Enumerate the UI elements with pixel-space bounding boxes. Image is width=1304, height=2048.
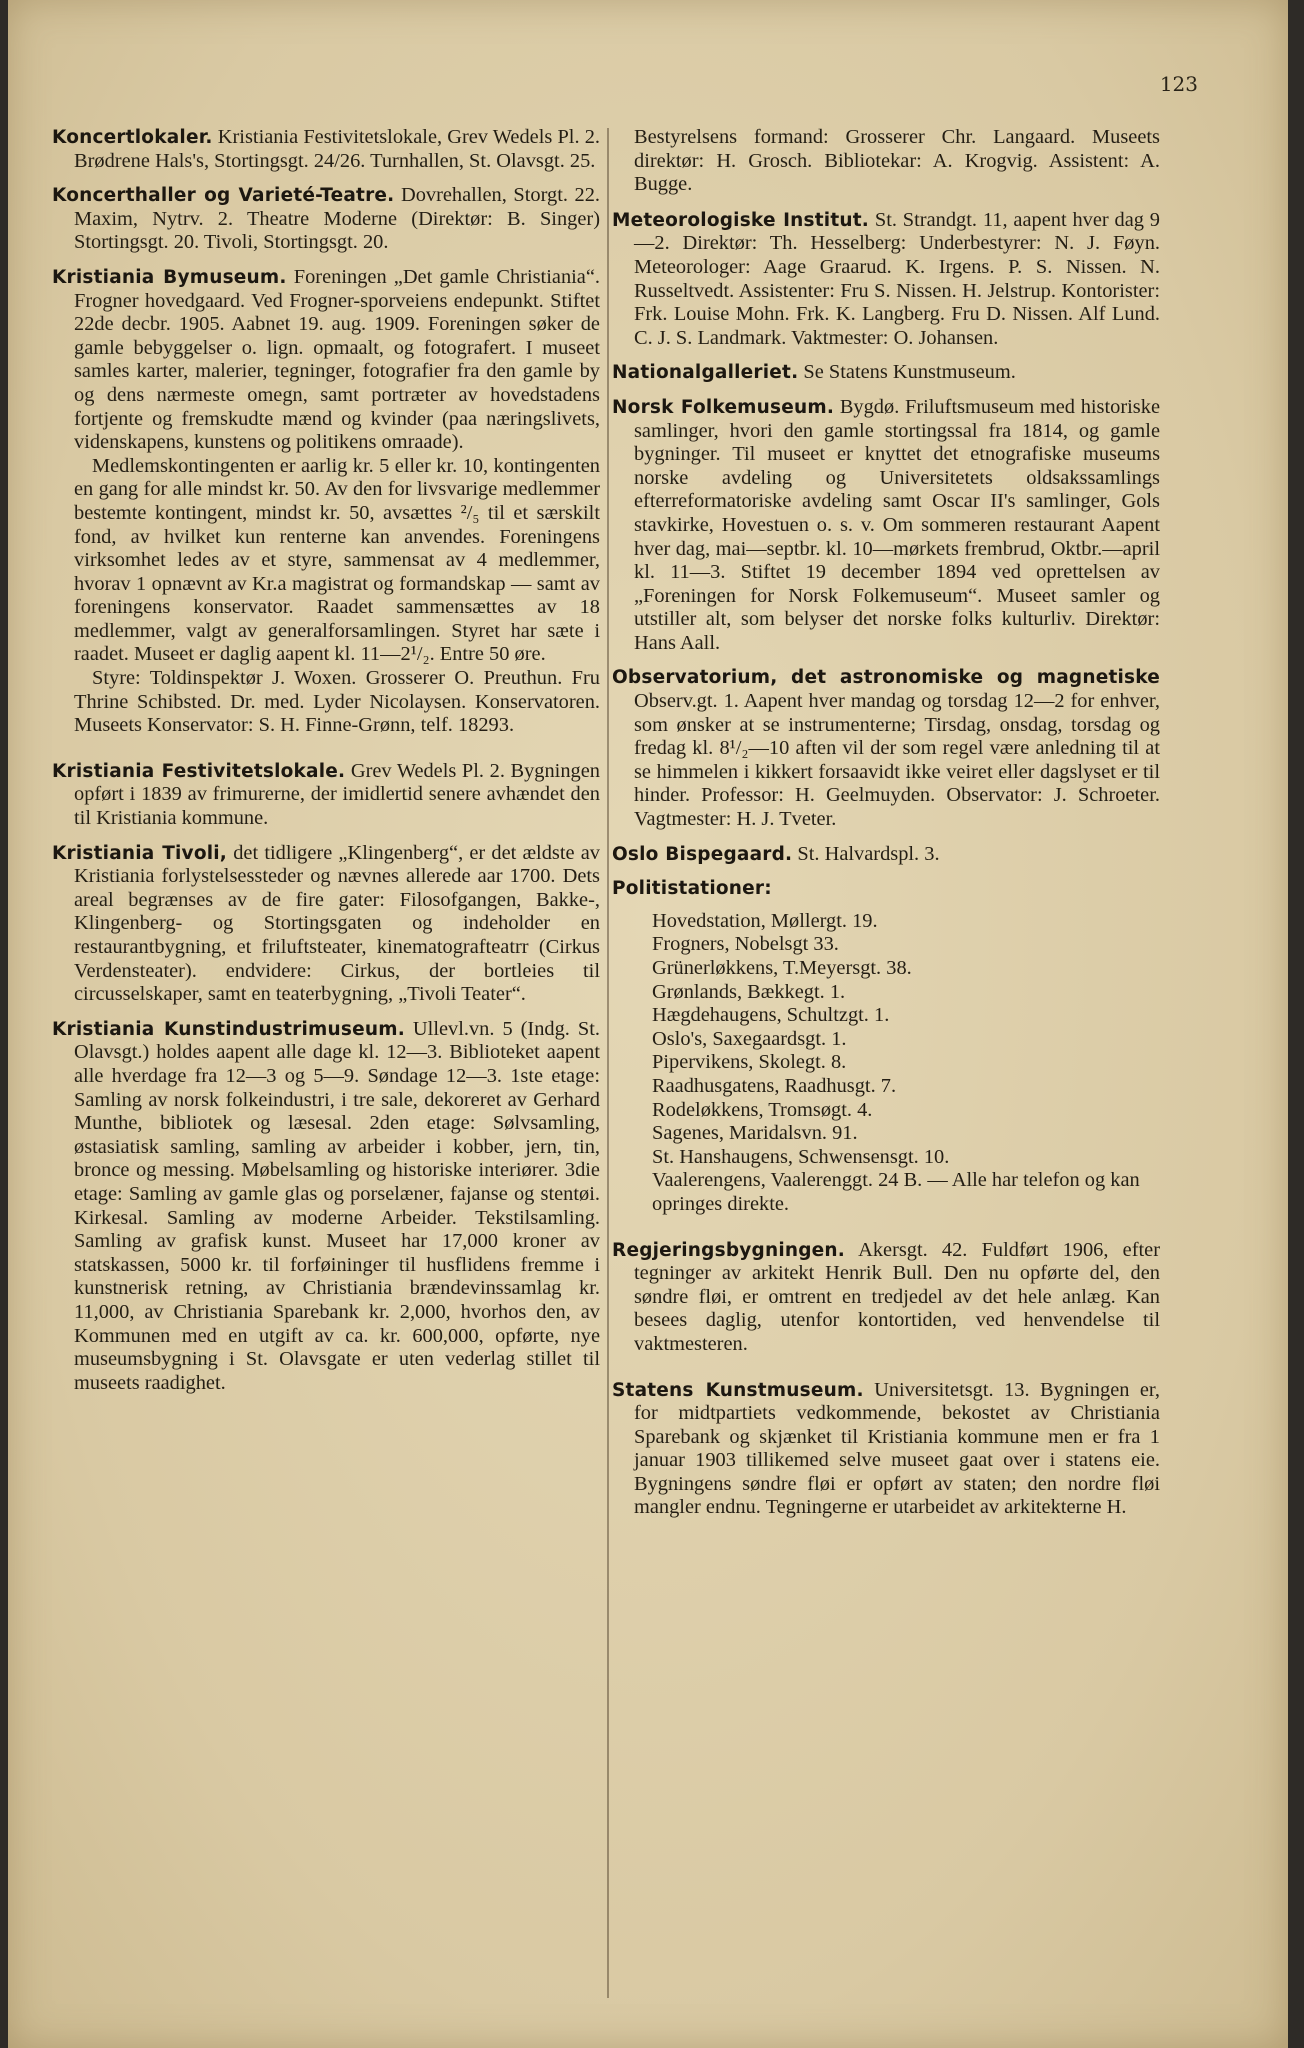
entry-text: det tidligere „Klingenberg“, er det ældste av Kristiania forlystelsessteder og nævnes allerede aar 1700. Dets areal begrænses av de fire gater: Filosofgangen, Bakke-, Klingenberg- og Stortingsgaten og indeholder en restaurantbygning, et friluftsteater, kinematografteatrr (Cirkus Verdensteater). endvidere: Cirkus, der bortleies til circusselskaper, samt en teaterbygning, „Tivoli Teater“. [74,841,600,1006]
entry-paragraph: Styre: Toldinspektør J. Woxen. Grosserer O. Preuthun. Fru Thrine Schibsted. Dr. med. Lyder Nicolaysen. Konservatoren. Museets Konservator: S. H. Finne-Grønn, telf. 18293. [74,667,600,737]
book-page [8,0,1288,2048]
entry-heading: Meteorologiske Institut. [612,209,870,231]
entry-heading: Kristiania Kunstindustrimuseum. [52,1018,405,1040]
police-station: Vaalerengens, Vaalerenggt. 24 B. — Alle har telefon og kan opringes direkte. [652,1169,1140,1215]
entry-heading: Kristiania Festivitetslokale. [52,760,346,782]
entry-text: Grev Wedels Pl. 2. Bygningen opført i 1839 av frimurerne, der imidlertid senere avhændet den til Kristiania kommune. [74,759,600,830]
entry-koncertlokaler [52,126,600,173]
police-station: Grünerløkkens, T.Meyersgt. 38. [652,957,912,979]
police-station: Frogners, Nobelsgt 33. [652,933,839,956]
entry-heading: Kristiania Tivoli, [52,842,228,864]
entry-oslo-bispegaard [612,843,1160,867]
right-column [612,126,1160,1531]
police-station: Sagenes, Maridalsvn. 91. [652,1122,858,1145]
entry-heading: Nationalgalleriet. [612,362,799,384]
police-station: Hovedstation, Møllergt. 19. [652,909,878,932]
police-station: Oslo's, Saxegaardsgt. 1. [652,1027,847,1050]
entry-nationalgalleriet [612,361,1160,385]
entry-norsk-folkemuseum [612,396,1160,656]
entry-meteorologiske-institut [612,209,1160,351]
entry-koncerthaller [52,184,600,255]
entry-heading: Regjeringsbygningen. [612,1239,846,1261]
entry-text: Kristiania Festivitetslokale, Grev Wedels Pl. 2. Brødrene Hals's, Stortingsgt. 24/26. Turnhallen, St. Olavsgt. 25. [74,126,600,172]
entry-text: Se Statens Kunstmuseum. [803,361,1016,384]
page-number: 123 [1159,72,1198,96]
entry-text: St. Halvardspl. 3. [797,842,940,865]
entry-observatorium [612,666,1160,831]
entry-text: Observ.gt. 1. Aapent hver mandag og torsdag 12—2 for enhver, som ønsker at se instrumenterne; Tirsdag, onsdag, torsdag og fredag kl. 8¹/₂—10 aften vil der som regel være anledning til at se himmelen i kikkert forsaavidt ikke veiret eller dagslyset er til hinder. Professor: H. Geelmuyden. Observator: J. Schroeter. Vagtmester: H. J. Tveter. [634,690,1160,831]
entry-heading: Norsk Folkemuseum. [612,396,835,418]
column-divider [607,128,609,1998]
entry-continuation: Bestyrelsens formand: Grosserer Chr. Langaard. Museets direktør: H. Grosch. Bibliotekar: A. Krogvig. Assistent: A. Bugge. [634,126,1160,196]
entry-text: Universitetsgt. 13. Bygningen er, for midtpartiets vedkommende, bekostet av Christiania Sparebank og skjænket til Kristiania kommune men er fra 1 januar 1903 tillikemed selve museet gaat over i statens eie. Bygningens søndre fløi er opført av staten; den nordre fløi mangler endnu. Tegningerne er utarbeidet av arkitekterne H. [634,1378,1160,1519]
police-station: Hægdehaugens, Schultzgt. 1. [652,1004,890,1027]
entry-heading: Oslo Bispegaard. [612,843,793,865]
entry-festivitetslokale [52,760,600,831]
entry-kristiania-tivoli [52,842,600,1007]
entry-kristiania-bymuseum [52,266,600,738]
police-station: St. Hanshaugens, Schwensensgt. 10. [652,1145,950,1168]
police-station: Raadhusgatens, Raadhusgt. 7. [652,1074,897,1097]
entry-text: Dovrehallen, Storgt. 22. Maxim, Nytrv. 2. Theatre Moderne (Direktør: B. Singer) Stortingsgt. 20. Tivoli, Stortingsgt. 20. [74,184,601,254]
entry-regjeringsbygningen [612,1239,1160,1357]
left-column [52,126,600,1406]
entry-text: Akersgt. 42. Fuldført 1906, efter tegninger av arkitekt Henrik Bull. Den nu opførte del, den søndre fløi, er omtrent en tredjedel av det hele anlæg. Kan besees daglig, utenfor kontortiden, ved henvendelse til vaktmesteren. [634,1238,1160,1355]
entry-paragraph: Medlemskontingenten er aarlig kr. 5 eller kr. 10, kontingenten en gang for alle mindst kr. 50. Av den for livsvarige medlemmer bestemte kontingent, mindst kr. 50, avsættes ²/₅ til et særskilt fond, av hvilket kun renterne kan anvendes. Foreningens virksomhet ledes av et styre, sammensat av 4 medlemmer, hvorav 1 opnævnt av Kr.a magistrat og formandskap — samt av foreningens konservator. Raadet sammensættes av 18 medlemmer, valgt av generalforsamlingen. Styret har sæte i raadet. Museet er daglig aapent kl. 11—2¹/₂. Entre 50 øre. [74,454,600,666]
police-station: Rodeløkkens, Tromsøgt. 4. [652,1098,873,1121]
entry-heading: Kristiania Bymuseum. [52,266,287,288]
entry-heading: Statens Kunstmuseum. [612,1379,864,1401]
police-station: Grønlands, Bækkegt. 1. [652,980,846,1003]
entry-heading: Politistationer: [612,878,772,900]
entry-text: St. Strandgt. 11, aapent hver dag 9—2. Direktør: Th. Hesselberg: Underbestyrer: N. J. Føyn. Meteorologer: Aage Graarud. K. Irgens. P. S. Nissen. N. Russeltvedt. Assistenter: Fru S. Nissen. H. Jelstrup. Kontorister: Frk. Louise Mohn. Frk. K. Langberg. Fru D. Nissen. Alf Lund. C. J. S. Landmark. Vaktmester: O. Johansen. [634,208,1160,349]
entry-heading: Koncerthaller og Varieté-Teatre. [52,185,395,207]
entry-text: Bygdø. Friluftsmuseum med historiske samlinger, hvori den gamle stortingssal fra 1814, og gamle bygninger. Til museet er knyttet det etnografiske museums norske avdeling og Universitetets oldsakssamlings efterreformatoriske avdeling samt Oscar II's samlinger, Gols stavkirke, Hovestuen o. s. v. Om sommeren restaurant Aapent hver dag, mai—septbr. kl. 10—mørkets frembrud, Oktbr.—april kl. 11—3. Stiftet 19 december 1894 ved oprettelsen av „Foreningen for Norsk Folkemuseum“. Museet samler og utstiller alt, som belyser det norske folks kulturliv. Direktør: Hans Aall. [634,395,1160,654]
entry-kunstindustrimuseum [52,1018,600,1396]
entry-text: Ullevl.vn. 5 (Indg. St. Olavsgt.) holdes aapent alle dage kl. 12—3. Biblioteket aapent alle hverdage fra 12—3 og 5—9. Søndage 12—3. 1ste etage: Samling av norsk folkeindustri, i tre sale, dekoreret av Gerhard Munthe, bibliotek og læsesal. 2den etage: Sølvsamling, østasiatisk samling, samling av arbeider i kobber, jern, tin, bronce og messing. Møbelsamling og historiske interiører. 3die etage: Samling av gamle glas og porselæner, fajanse og stentøi. Kirkesal. Samling av moderne Arbeider. Tekstilsamling. Samling av grafisk kunst. Museet har 17,000 kroner av statskassen, 5000 kr. til forføininger til husflidens fremme i kunstnerisk retning, av Christiania brændevinssamlag kr. 11,000, av Christiania Sparebank kr. 2,000, hvorhos den, av Kommunen med en utgift av ca. kr. 600,000, opførte, nye museumsbygning i St. Olavsgate er uten vederlag stillet til museets raadighet. [74,1017,600,1394]
entry-heading: Koncertlokaler. [52,127,213,148]
entry-text: Foreningen „Det gamle Christiania“. Frogner hovedgaard. Ved Frogner-sporveiens endepunkt. Stiftet 22de decbr. 1905. Aabnet 19. aug. 1909. Foreningen søker de gamle bebyggelser o. lign. opmaalt, og fotografert. I museet samles karter, malerier, tegninger, fotografier fra den gamle by og dens nærmeste omegn, samt portræter av hovedstadens fortjente og fremskudte mænd og kvinder (paa næringslivets, videnskapens, kunstens og politikens omraade). [74,265,601,454]
entry-statens-kunstmuseum [612,1379,1160,1521]
entry-heading: Observatorium, det astronomiske og magnetiske [612,667,1160,689]
police-stations-heading [612,877,1160,901]
police-station: Pipervikens, Skolegt. 8. [652,1051,847,1074]
